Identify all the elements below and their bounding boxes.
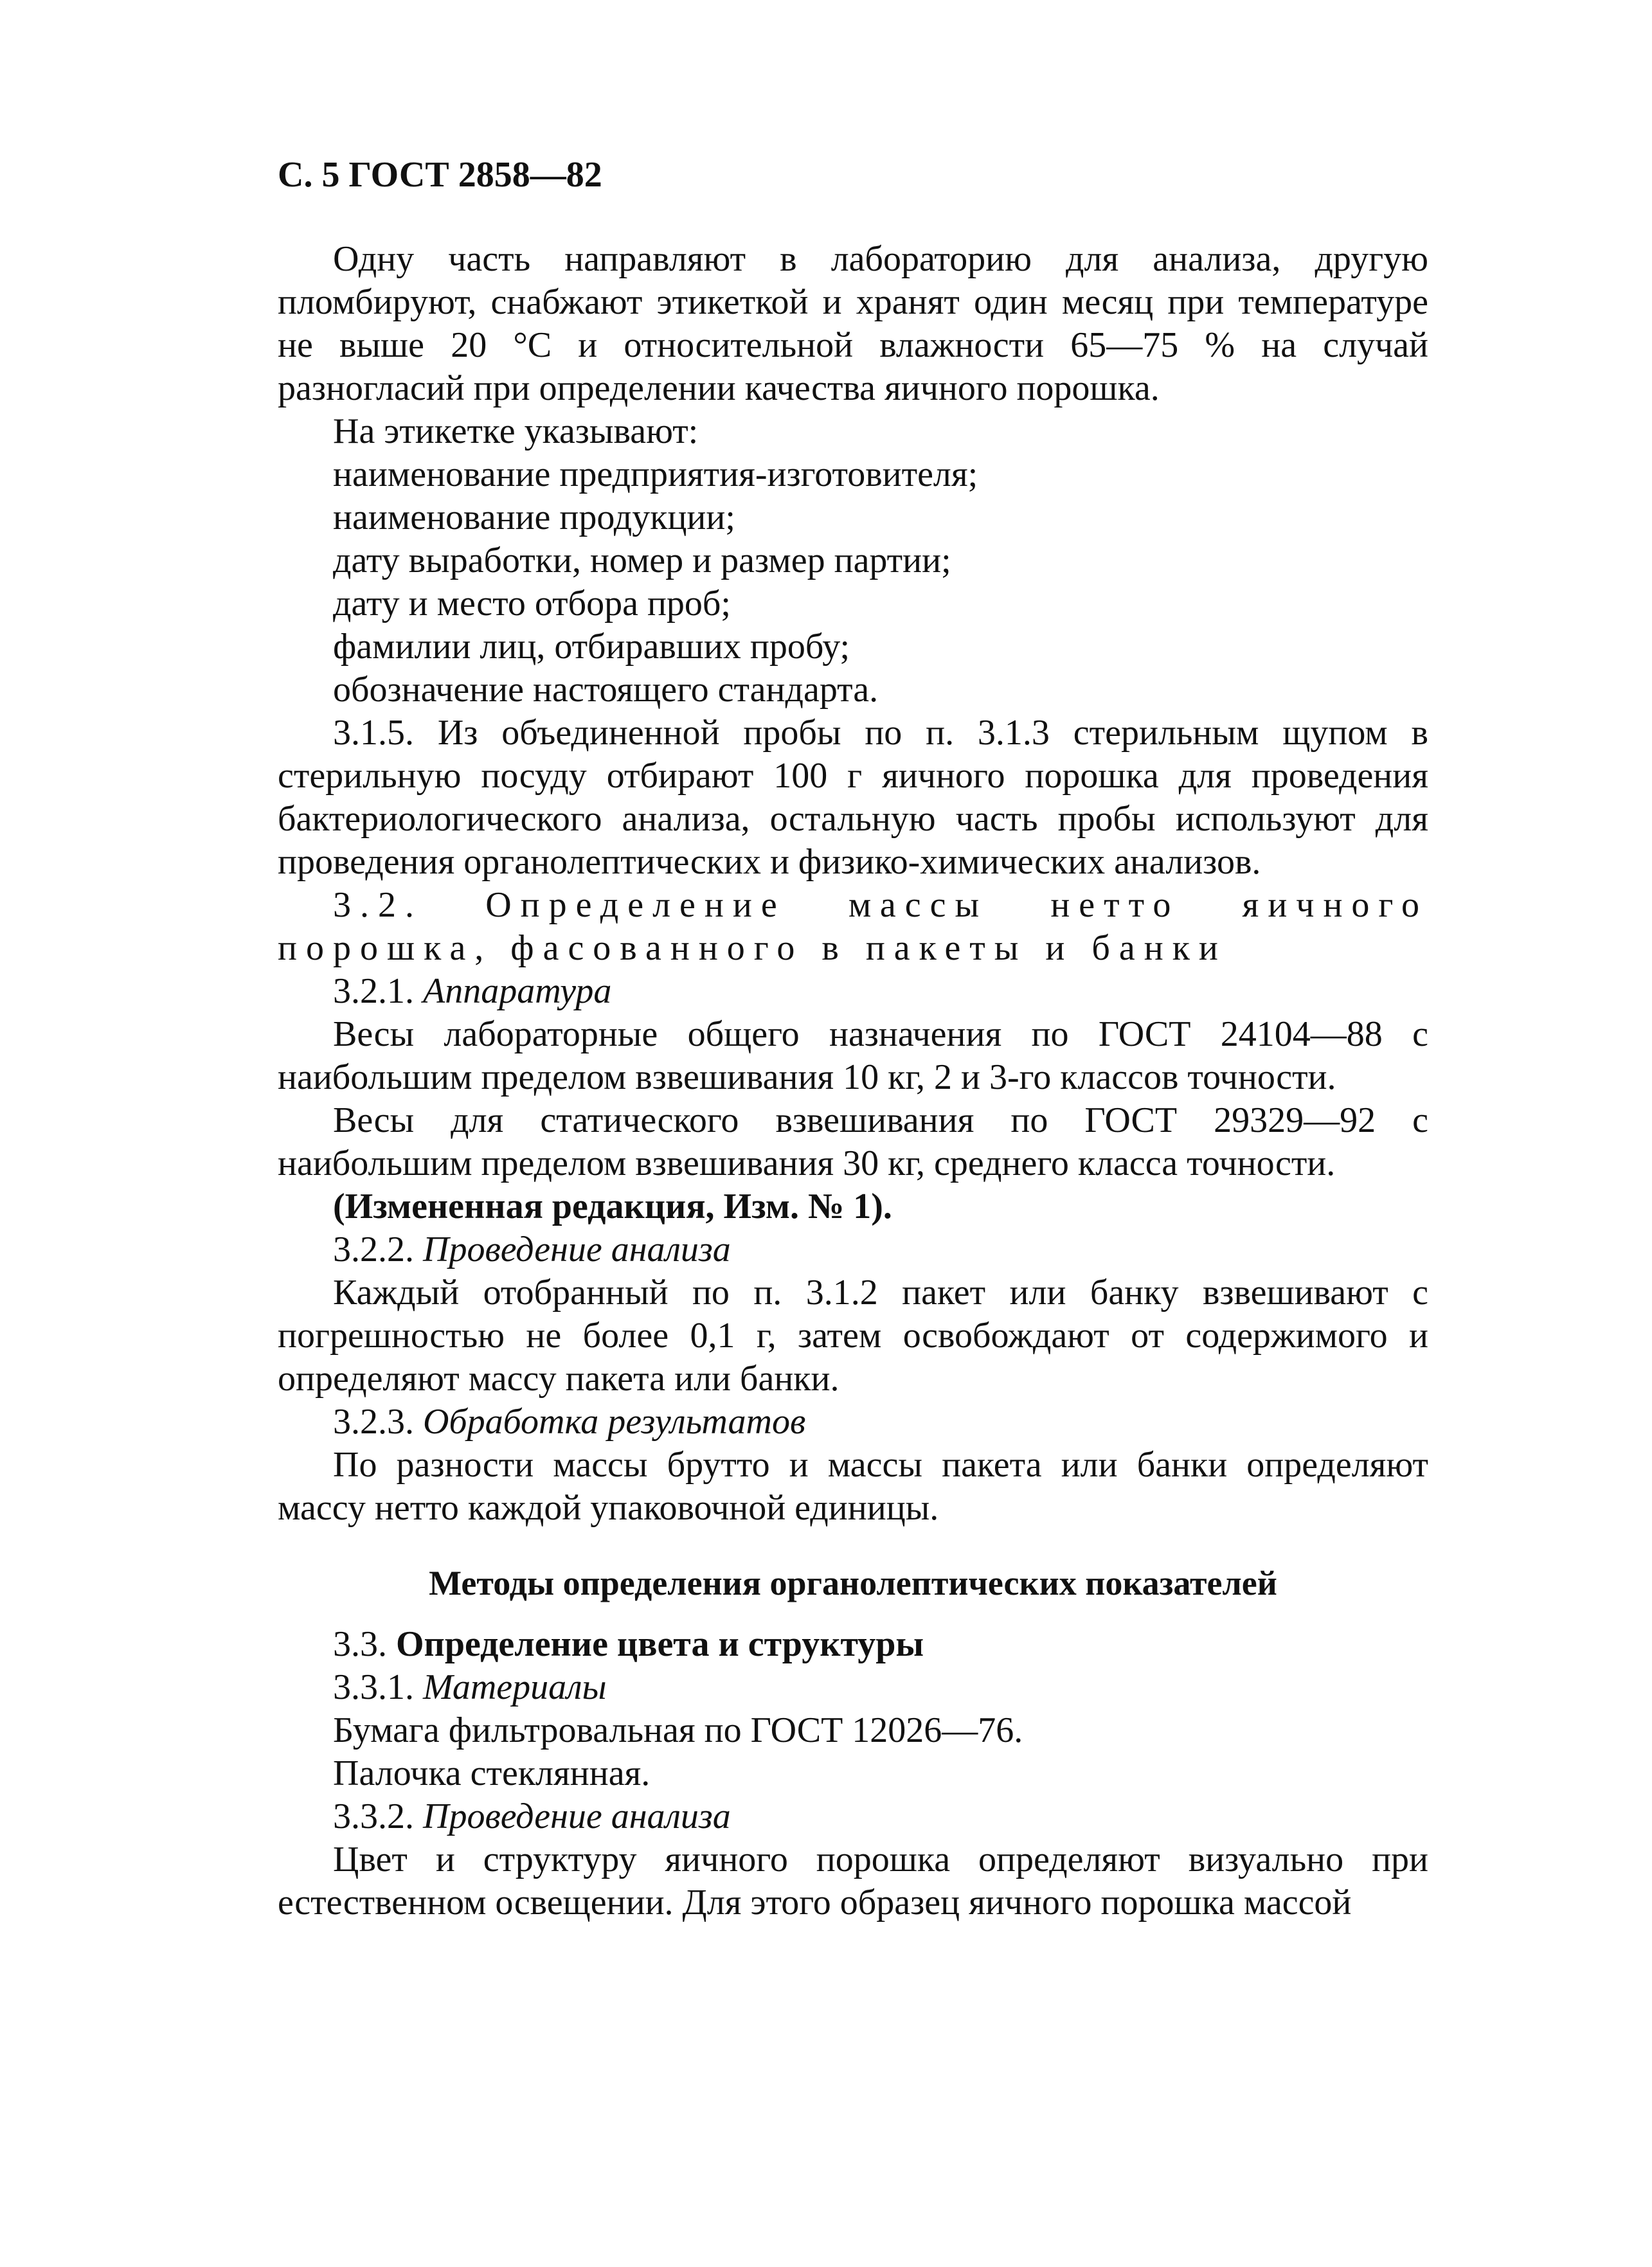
amendment-note: (Измененная редакция, Изм. № 1). [333,1187,892,1226]
subsection-3-3-1 [278,1666,1428,1709]
label-item: обозначение настоящего стандарта. [333,670,879,710]
label-item: наименование предприятия-изготовителя; [333,454,978,494]
subsection-3-2-2 [278,1228,1428,1271]
methods-heading: Методы определения органолептических показателей [429,1564,1277,1602]
subsection-number: 3.3.1. [333,1667,414,1707]
subsection-title: Аппаратура [423,971,612,1011]
section-3-3 [278,1623,1428,1666]
subsection-number: 3.2.1. [333,971,414,1011]
paragraph-sample-storage: Одну часть направляют в лабораторию для анализа, другую пломбируют, снабжают этикеткой и хранят один месяц при температуре не выше 20 °С и относительной влажности 65—75 % на случай разногласий при определении качества яичного порошка. [278,239,1428,408]
paragraph-scales-static: Весы для статического взвешивания по ГОСТ 29329—92 с наибольшим пределом взвешивания 30 кг, среднего класса точности. [278,1100,1428,1183]
material-item: Бумага фильтровальная по ГОСТ 12026—76. [333,1710,1023,1750]
page-content [278,238,1428,1924]
subsection-title: Проведение анализа [423,1230,731,1269]
material-item: Палочка стеклянная. [333,1753,651,1793]
subsection-3-2-1 [278,970,1428,1013]
paragraph-3-2-2: Каждый отобранный по п. 3.1.2 пакет или банку взвешивают с погрешностью не более 0,1 г, затем освобождают от содержимого и определяют массу пакета или банки. [278,1273,1428,1399]
paragraph-3-1-5: 3.1.5. Из объединенной пробы по п. 3.1.3 стерильным щупом в стерильную посуду отбирают 100 г яичного порошка для проведения бактериологического анализа, остальную часть пробы используют для проведения органолептических и физико-химических анализов. [278,713,1428,882]
subsection-3-3-2 [278,1795,1428,1838]
label-item: дату выработки, номер и размер партии; [333,541,951,580]
label-item: дату и место отбора проб; [333,584,731,623]
subsection-number: 3.3.2. [333,1797,414,1836]
paragraph-3-3-2: Цвет и структуру яичного порошка определяют визуально при естественном освещении. Для этого образец яичного порошка массой [278,1840,1428,1922]
subsection-title: Материалы [423,1667,607,1707]
page-header: С. 5 ГОСТ 2858—82 [278,155,602,195]
paragraph-3-2-3: По разности массы брутто и массы пакета или банки определяют массу нетто каждой упаковочной единицы. [278,1445,1428,1528]
subsection-3-2-3 [278,1401,1428,1444]
paragraph-scales-lab: Весы лабораторные общего назначения по ГОСТ 24104—88 с наибольшим пределом взвешивания 10 кг, 2 и 3-го классов точности. [278,1014,1428,1097]
section-3-2-title: 3.2. Определение массы нетто яичного порошка, фасованного в пакеты и банки [278,885,1428,968]
label-item: фамилии лиц, отбиравших пробу; [333,627,850,667]
section-number: 3.3. [333,1624,387,1664]
subsection-number: 3.2.3. [333,1402,414,1442]
section-title: Определение цвета и структуры [396,1624,924,1664]
subsection-title: Обработка результатов [423,1402,806,1442]
label-intro: На этикетке указывают: [333,411,699,451]
subsection-number: 3.2.2. [333,1230,414,1269]
label-item: наименование продукции; [333,497,735,537]
subsection-title: Проведение анализа [423,1797,731,1836]
